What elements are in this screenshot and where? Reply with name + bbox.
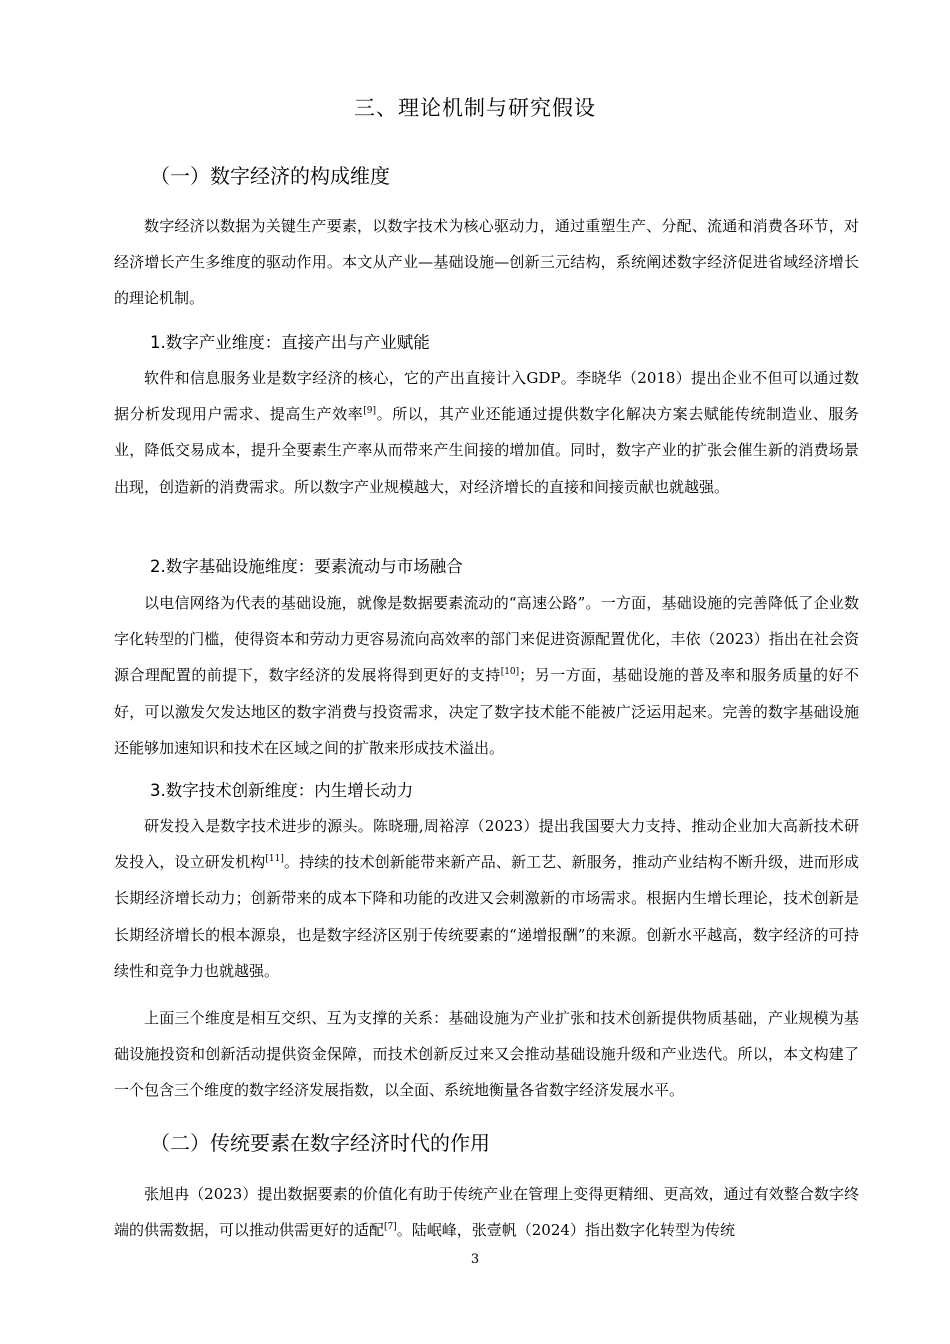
citation-9: [9] [363,406,377,417]
item-title-2: 2.数字基础设施维度：要素流动与市场融合 [150,557,463,576]
item-paragraph-3 [114,808,859,989]
citation-10: [10] [500,667,520,678]
item1-text-a: 软件和信息服务业是数字经济的核心，它的产出直接计入GDP。李晓华（2018）提出企业不但可以通过数据分析发现用户需求、提高生产效率 [114,369,859,424]
item-title-1: 1.数字产业维度：直接产出与产业赋能 [150,333,430,352]
item2-text-b: ；另一方面，基础设施的普及率和服务质量的好不好，可以激发欠发达地区的数字消费与投资需求，决定了数字技术能不能被广泛运用起来。完善的数字基础设施还能够加速知识和技术在区域之间的扩散来形成技术溢出。 [114,666,859,757]
item-paragraph-2 [114,585,859,766]
subsection-title-2: （二）传统要素在数字经济时代的作用 [150,1131,490,1155]
page-number: 3 [470,1252,480,1267]
item1-text-b: 。所以，其产业还能通过提供数字化解决方案去赋能传统制造业、服务业，降低交易成本，提升全要素生产率从而带来产生间接的增加值。同时，数字产业的扩张会催生新的消费场景出现，创造新的消费需求。所以数字产业规模越大，对经济增长的直接和间接贡献也就越强。 [114,405,859,496]
section-title: 三、理论机制与研究假设 [354,96,596,120]
item-paragraph-1 [114,360,859,505]
citation-11: [11] [265,854,284,865]
subsection-title-1: （一）数字经济的构成维度 [150,164,390,188]
sub2-text-b: 。陆岷峰，张壹帆（2024）指出数字化转型为传统 [396,1221,735,1240]
item-title-3: 3.数字技术创新维度：内生增长动力 [150,781,414,800]
intro-paragraph: 数字经济以数据为关键生产要素，以数字技术为核心驱动力，通过重塑生产、分配、流通和消费各环节，对经济增长产生多维度的驱动作用。本文从产业—基础设施—创新三元结构，系统阐述数字经济促进省域经济增长的理论机制。 [114,217,859,308]
citation-7: [7] [384,1222,397,1233]
sub2-text-a: 张旭冉（2023）提出数据要素的价值化有助于传统产业在管理上变得更精细、更高效，通过有效整合数字终端的供需数据，可以推动供需更好的适配 [114,1185,859,1240]
item3-text-a: 研发投入是数字技术进步的源头。陈晓珊,周裕淳（2023）提出我国要大力支持、推动企业加大高新技术研发投入，设立研发机构 [114,817,859,872]
item2-text-a: 以电信网络为代表的基础设施，就像是数据要素流动的“高速公路”。一方面，基础设施的完善降低了企业数字化转型的门槛，使得资本和劳动力更容易流向高效率的部门来促进资源配置优化，丰依（2023）指出在社会资源合理配置的前提下，数字经济的发展将得到更好的支持 [114,594,859,685]
item3-text-b: 。持续的技术创新能带来新产品、新工艺、新服务，推动产业结构不断升级，进而形成长期经济增长动力；创新带来的成本下降和功能的改进又会刺激新的市场需求。根据内生增长理论，技术创新是长期经济增长的根本源泉，也是数字经济区别于传统要素的“递增报酬”的来源。创新水平越高，数字经济的可持续性和竞争力也就越强。 [114,853,859,980]
summary-paragraph: 上面三个维度是相互交织、互为支撑的关系：基础设施为产业扩张和技术创新提供物质基础，产业规模为基础设施投资和创新活动提供资金保障，而技术创新反过来又会推动基础设施升级和产业迭代。所以，本文构建了一个包含三个维度的数字经济发展指数，以全面、系统地衡量各省数字经济发展水平。 [114,1009,859,1100]
subsection2-paragraph [114,1176,859,1248]
